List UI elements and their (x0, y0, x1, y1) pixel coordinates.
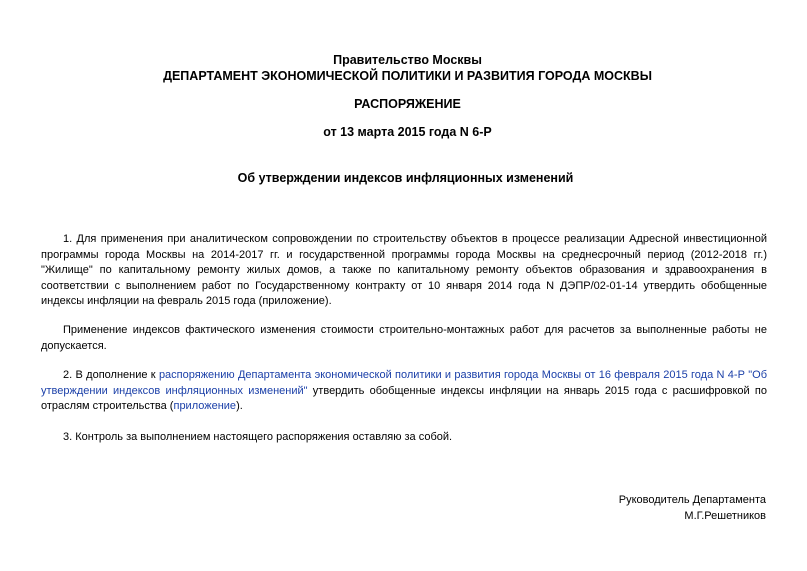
paragraph-3-prefix: 2. В дополнение к (63, 369, 159, 381)
paragraph-3-suffix: ). (236, 400, 243, 412)
government-heading: Правительство Москвы (333, 53, 482, 67)
paragraph-3-text (41, 368, 767, 415)
document-date-number: от 13 марта 2015 года N 6-Р (323, 125, 492, 139)
document-subject: Об утверждении индексов инфляционных изменений (237, 171, 574, 185)
paragraph-4-text: 3. Контроль за выполнением настоящего распоряжения оставляю за собой. (63, 431, 453, 443)
department-heading: ДЕПАРТАМЕНТ ЭКОНОМИЧЕСКОЙ ПОЛИТИКИ И РАЗВИТИЯ ГОРОДА МОСКВЫ (163, 69, 652, 83)
paragraph-4 (41, 430, 767, 446)
paragraph-3 (41, 368, 767, 415)
paragraph-2 (41, 323, 767, 354)
signature-block (619, 493, 766, 524)
paragraph-2-text: Применение индексов фактического изменения стоимости строительно-монтажных работ для расчетов за выполненные работы не допускается. (41, 324, 767, 352)
signature-title: Руководитель Департамента (618, 494, 766, 506)
paragraph-3-middle: утвердить обобщенные индексы инфляции на январь 2015 года с расшифровкой по отраслям строительства ( (41, 384, 767, 412)
paragraph-1 (41, 232, 767, 310)
signature-name: М.Г.Решетников (684, 509, 766, 522)
paragraph-1-text: 1. Для применения при аналитическом сопровождении по строительству объектов в процессе реализации Адресной инвестиционной программы города Москвы на 2014-2017 гг. и государственной программы города Москвы на среднесрочный период (2012-2018 гг.) "Жилище" по капитальному ремонту жилых домов, а также по капитальному ремонту объектов образования и здравоохранения в соответствии с выполнением работ по Государственному контракту от 10 января 2014 года N ДЭПР/02-01-14 утвердить обобщенные индексы инфляции на февраль 2015 года (приложение). (41, 233, 767, 307)
appendix-link[interactable]: приложение (173, 400, 237, 412)
order-reference-link[interactable]: распоряжению Департамента экономической политики и развития города Москвы от 16 февраля 2015 года N 4-Р "Об утверждении индексов инфляционных изменений" (41, 369, 768, 397)
document-type-heading: РАСПОРЯЖЕНИЕ (354, 97, 461, 111)
